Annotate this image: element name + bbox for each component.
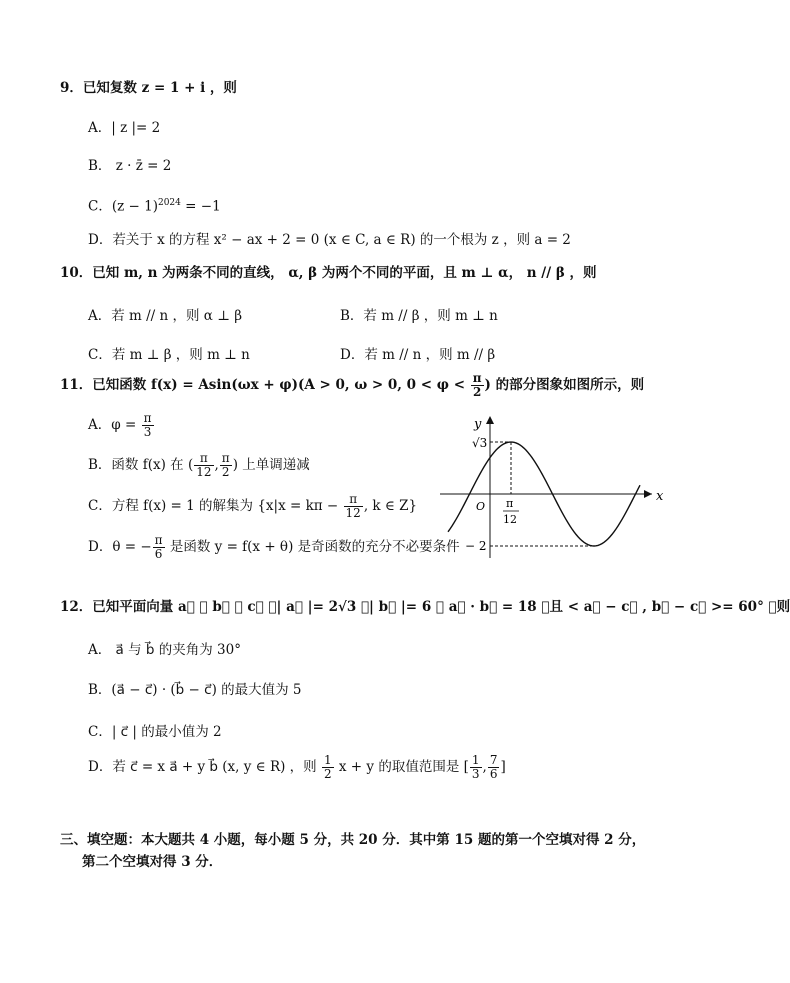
- q11-stem-fraction-denominator: 2: [472, 385, 482, 399]
- q11-option-d-numerator: π: [154, 533, 163, 547]
- q11-option-b-text: B．函数 f(x) 在 (: [88, 457, 194, 473]
- q9-option-d: D．若关于 x 的方程 x² − ax + 2 = 0 (x ∈ C, a ∈ R) 的一个根为 z ，则 a = 2: [88, 232, 571, 248]
- q9-option-c-base: C．(z − 1): [88, 198, 158, 215]
- x-axis-arrow: [644, 490, 652, 498]
- q12-option-d-numerator: 1: [323, 753, 332, 767]
- tick-numerator-label: π: [506, 497, 514, 510]
- q11-option-b-numerator-2: π: [221, 451, 230, 465]
- q12-option-a: A． a⃗ 与 b⃗ 的夹角为 30°: [88, 642, 241, 658]
- q12-option-b: B．(a⃗ − c⃗) · (b⃗ − c⃗) 的最大值为 5: [88, 682, 302, 698]
- y-axis-label: y: [474, 417, 482, 432]
- q11-option-d-fraction: [153, 534, 165, 561]
- q11-option-d-text: D．θ = −: [88, 539, 152, 555]
- q11-option-b-numerator-1: π: [194, 452, 213, 466]
- q10-option-a: A．若 m // n ，则 α ⊥ β: [88, 308, 242, 324]
- q10-option-c: C．若 m ⊥ β ，则 m ⊥ n: [88, 347, 250, 363]
- q12-option-d-range-high: [488, 754, 500, 781]
- q12-option-d-denominator: 2: [323, 767, 332, 781]
- y-axis-arrow: [486, 416, 494, 424]
- q12-option-d-range-low: [470, 754, 482, 781]
- q9-stem: 9．已知复数 z = 1 + i ，则: [60, 80, 237, 96]
- q11-stem: [60, 370, 644, 400]
- q12-option-d: D．若 c⃗ = x a⃗ + y b⃗ (x, y ∈ R) ，则 $\frac{1}{2}$ x + y 的取值范围是 [ $\frac{1}{3}$ , $\frac{7}{6}$ ]: [88, 753, 506, 781]
- q11-option-c-tail: , k ∈ Z}: [363, 498, 418, 514]
- q12-option-d-text: D．若 c⃗ = x a⃗ + y b⃗ (x, y ∈ R) ，则: [88, 759, 317, 775]
- q11-option-d-denominator: 6: [154, 547, 163, 561]
- q11-option-c-fraction: [344, 493, 363, 520]
- section3-heading-line2: 第二个空填对得 3 分．: [82, 854, 223, 870]
- q12-option-d-range-high-denominator: 6: [489, 767, 498, 781]
- q9-option-b: B． z · z̄ = 2: [88, 158, 172, 174]
- q11-option-c: [88, 491, 417, 521]
- q12-stem: 12．已知平面向量 a⃗ ， b⃗ ， c⃗ ，| a⃗ |= 2√3 ，| b⃗ |= 6 ， a⃗ · b⃗ = 18 ，且 < a⃗ − c⃗ , b⃗ − c⃗ >= 60° ，则: [60, 599, 790, 615]
- tick-denominator-label: 12: [503, 513, 517, 526]
- q10-option-d: D．若 m // n ，则 m // β: [340, 347, 496, 363]
- q12-option-d-range-low-denominator: 3: [471, 767, 480, 781]
- q11-option-c-denominator: 12: [345, 506, 361, 520]
- q11-sine-graph: [440, 412, 670, 562]
- q11-stem-part-a: 11．已知函数 f(x) = Asin(ωx + φ)(A > 0, ω > 0, 0 < φ <: [60, 377, 466, 393]
- q11-option-d: [88, 532, 460, 562]
- q11-option-a-numerator: π: [143, 411, 152, 425]
- q11-option-a-text: A．φ =: [88, 417, 137, 433]
- q12-option-c: C．| c⃗ | 的最小值为 2: [88, 724, 222, 740]
- q11-option-c-text: C．方程 f(x) = 1 的解集为 {x|x = kπ −: [88, 498, 339, 514]
- q11-option-b-fraction-2: [220, 452, 232, 479]
- q11-option-a-denominator: 3: [143, 425, 152, 439]
- q11-stem-fraction-numerator: π: [472, 371, 482, 385]
- q11-option-b-fraction-1: [194, 452, 213, 479]
- q12-option-d-fraction: [322, 754, 334, 781]
- origin-label: O: [476, 500, 486, 513]
- q11-option-d-tail: 是函数 y = f(x + θ) 是奇函数的充分不必要条件: [165, 539, 460, 555]
- q11-option-b-denominator-1: 12: [196, 465, 212, 479]
- q11-option-b: B．函数 f(x) 在 ( $\frac{\pi}{12}$ , $\frac{\pi}{2}$ ) 上单调递减: [88, 451, 310, 479]
- q12-option-d-range-high-numerator: 7: [489, 753, 498, 767]
- q11-option-a: [88, 410, 155, 440]
- q12-option-d-close: ]: [500, 759, 506, 775]
- q11-option-b-tail: ) 上单调递减: [232, 457, 310, 473]
- q12-option-d-range-low-numerator: 1: [471, 753, 480, 767]
- q9-option-c: [88, 193, 221, 217]
- q11-option-c-numerator: π: [344, 493, 363, 507]
- max-value-label: √3: [472, 436, 488, 450]
- min-value-label: − 2: [465, 539, 487, 553]
- section3-heading-line1: 三、填空题：本大题共 4 小题，每小题 5 分，共 20 分．其中第 15 题的第一个空填对得 2 分，: [60, 832, 646, 848]
- q11-stem-fraction: [471, 372, 484, 399]
- q9-option-c-exponent: 2024: [157, 198, 181, 208]
- q12-option-d-middle: x + y 的取值范围是 [: [334, 759, 469, 775]
- q11-option-a-fraction: [142, 412, 154, 439]
- q10-stem: 10．已知 m, n 为两条不同的直线， α, β 为两个不同的平面，且 m ⊥ α， n // β ，则: [60, 265, 597, 281]
- q9-option-a: A．| z |= 2: [88, 120, 161, 136]
- q9-option-c-tail: = −1: [180, 198, 221, 215]
- q10-option-b: B．若 m // β ，则 m ⊥ n: [340, 308, 498, 324]
- x-axis-label: x: [656, 489, 664, 504]
- q11-stem-part-b: ) 的部分图象如图所示，则: [484, 377, 645, 393]
- q11-option-b-denominator-2: 2: [221, 465, 230, 479]
